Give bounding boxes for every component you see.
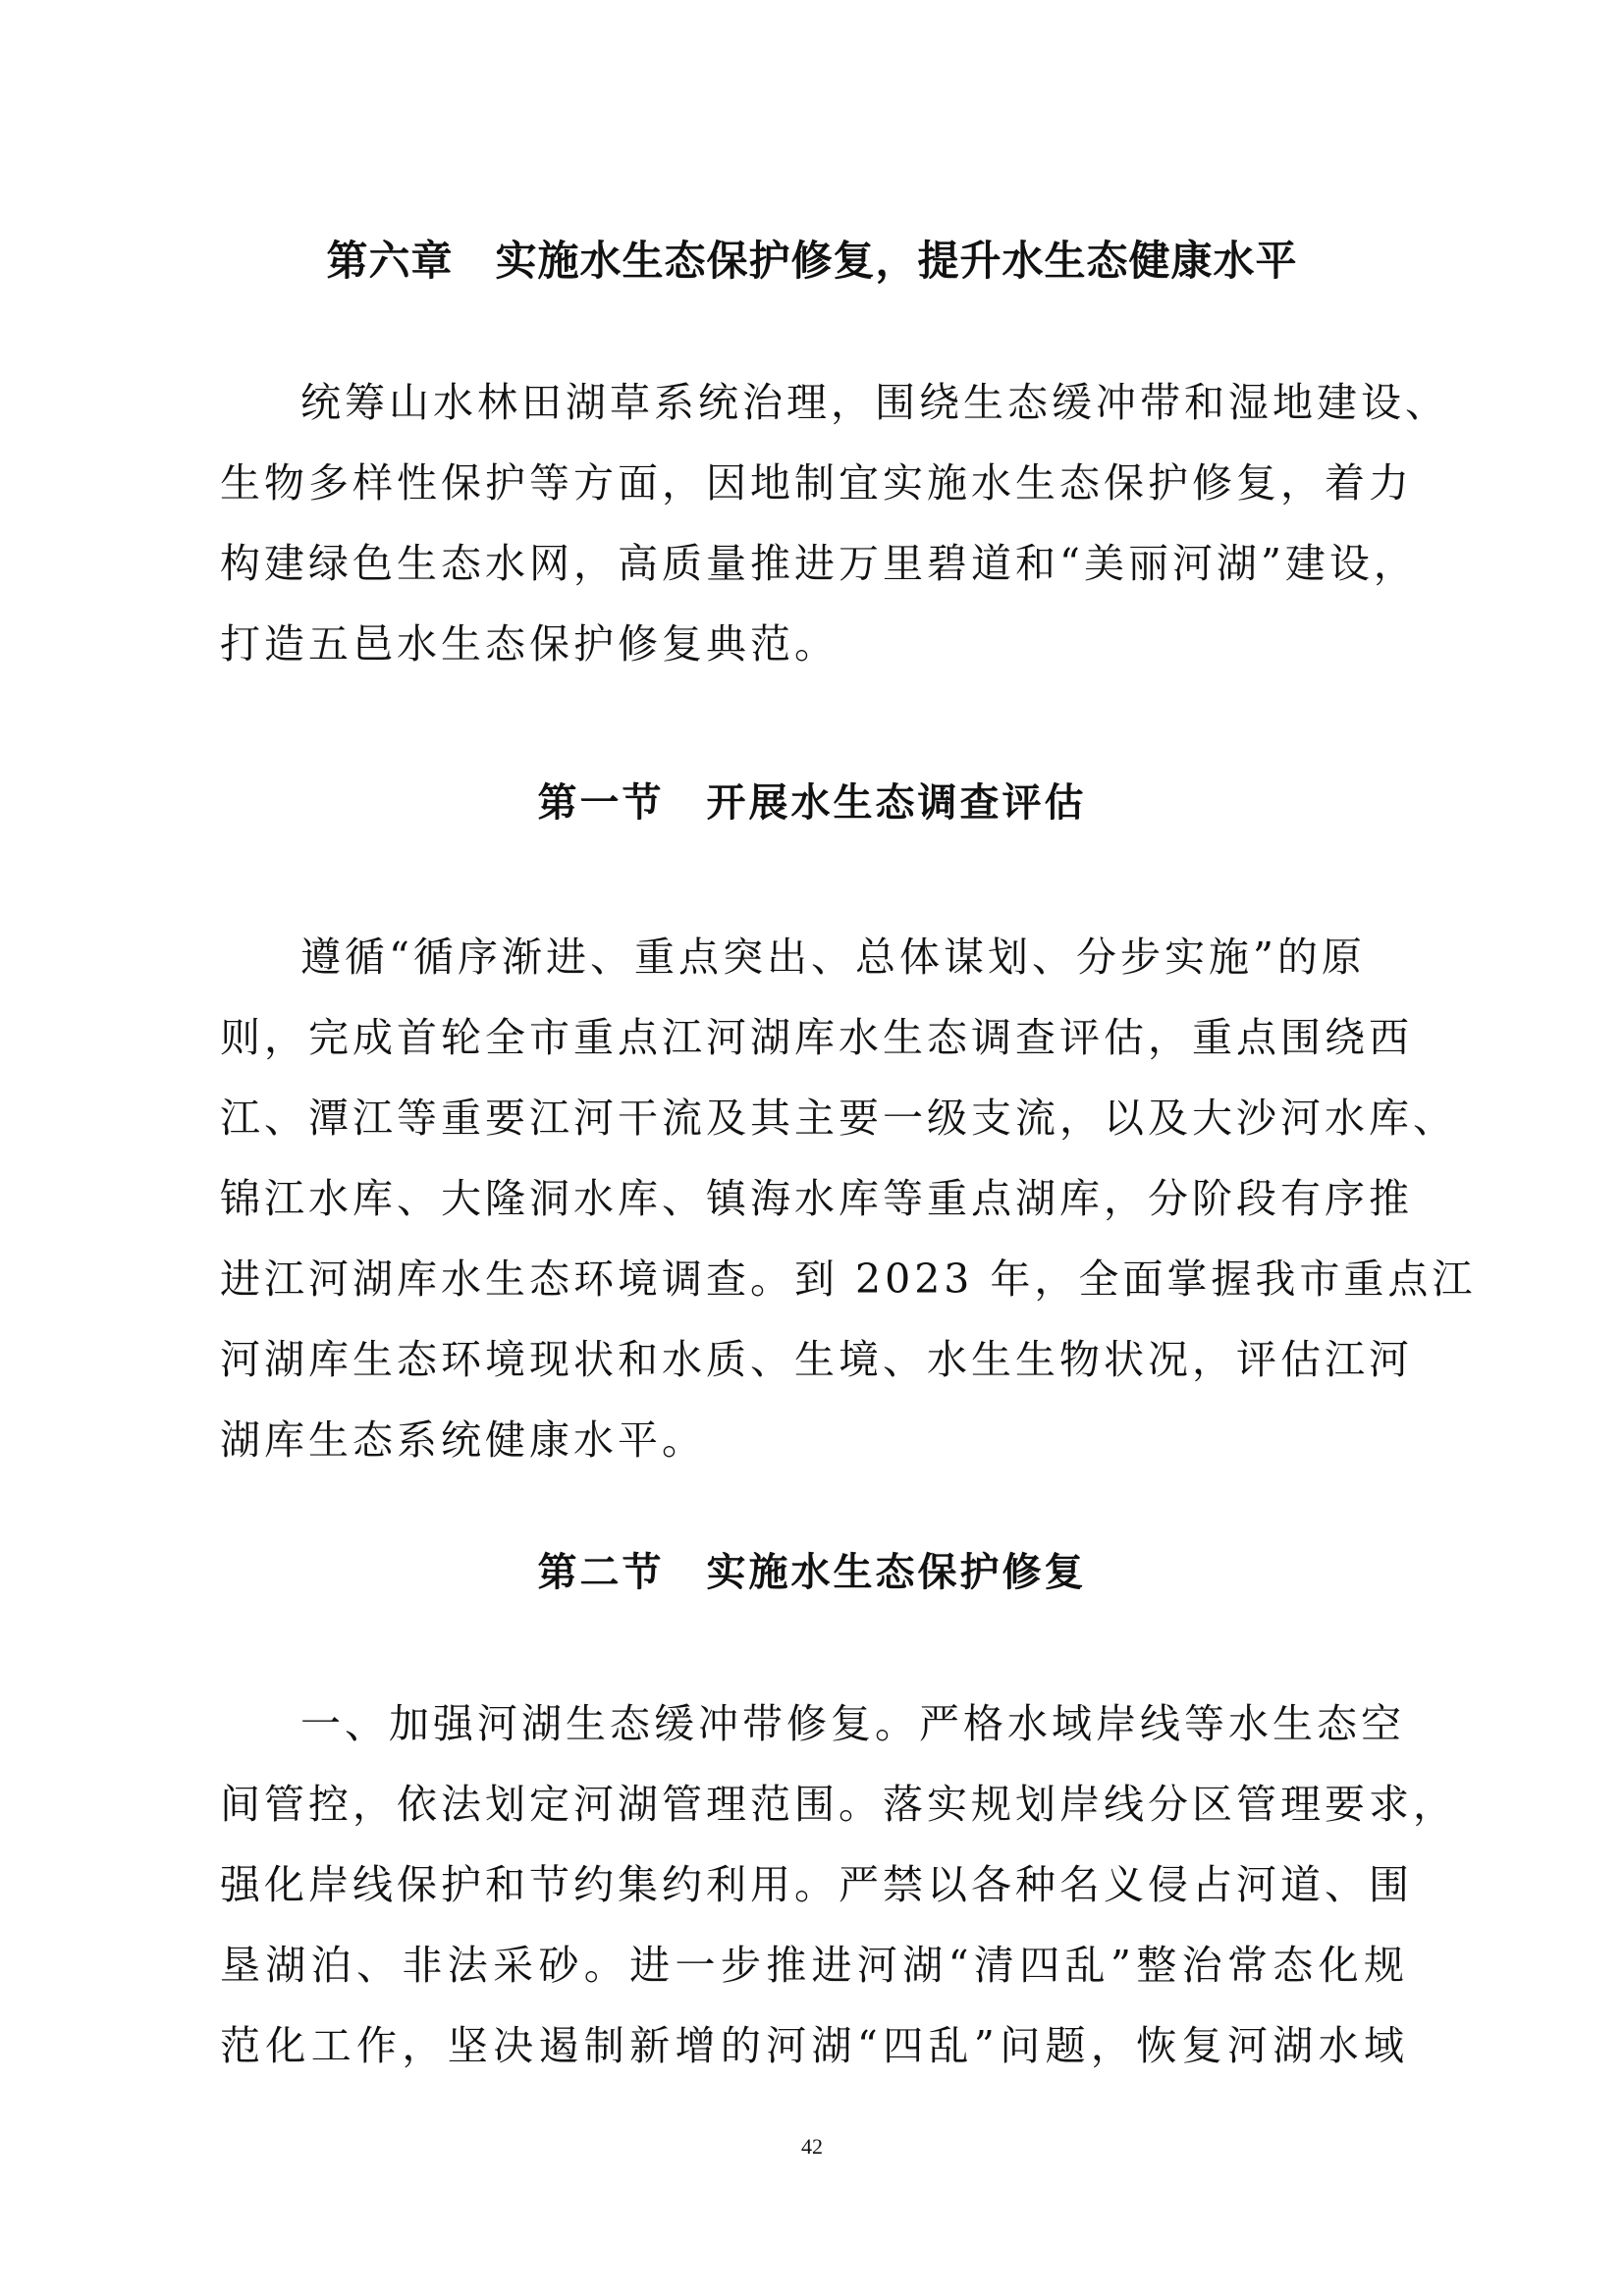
paragraph-line: 生物多样性保护等方面，因地制宜实施水生态保护修复，着力	[220, 459, 1413, 507]
chapter-title: 第六章 实施水生态保护修复，提升水生态健康水平	[326, 237, 1298, 285]
paragraph-line: 遵循“循序渐进、重点突出、总体谋划、分步实施”的原	[300, 934, 1366, 981]
section-title-1: 第一节 开展水生态调查评估	[537, 779, 1087, 826]
paragraph-line: 江、潭江等重要江河干流及其主要一级支流，以及大沙河水库、	[220, 1095, 1457, 1142]
paragraph-line: 进江河湖库水生态环境调查。到 2023 年，全面掌握我市重点江	[220, 1255, 1477, 1303]
paragraph-line: 则，完成首轮全市重点江河湖库水生态调查评估，重点围绕西	[220, 1014, 1413, 1061]
paragraph-line: 一、加强河湖生态缓冲带修复。严格水域岸线等水生态空	[300, 1700, 1405, 1747]
paragraph-line: 锦江水库、大隆洞水库、镇海水库等重点湖库，分阶段有序推	[220, 1175, 1413, 1222]
paragraph-line: 范化工作，坚决遏制新增的河湖“四乱”问题，恢复河湖水域	[220, 2022, 1408, 2069]
section-title-2: 第二节 实施水生态保护修复	[537, 1549, 1087, 1595]
paragraph-line: 构建绿色生态水网，高质量推进万里碧道和“美丽河湖”建设，	[220, 540, 1418, 587]
paragraph-line: 统筹山水林田湖草系统治理，围绕生态缓冲带和湿地建设、	[300, 379, 1449, 426]
paragraph-line: 湖库生态系统健康水平。	[220, 1416, 706, 1464]
paragraph-line: 垦湖泊、非法采砂。进一步推进河湖“清四乱”整治常态化规	[220, 1942, 1408, 1989]
paragraph-line: 间管控，依法划定河湖管理范围。落实规划岸线分区管理要求，	[220, 1781, 1457, 1828]
paragraph-line: 河湖库生态环境现状和水质、生境、水生生物状况，评估江河	[220, 1336, 1413, 1383]
paragraph-line: 打造五邑水生态保护修复典范。	[220, 620, 839, 667]
page-number: 42	[801, 2134, 823, 2159]
paragraph-line: 强化岸线保护和节约集约利用。严禁以各种名义侵占河道、围	[220, 1861, 1413, 1908]
